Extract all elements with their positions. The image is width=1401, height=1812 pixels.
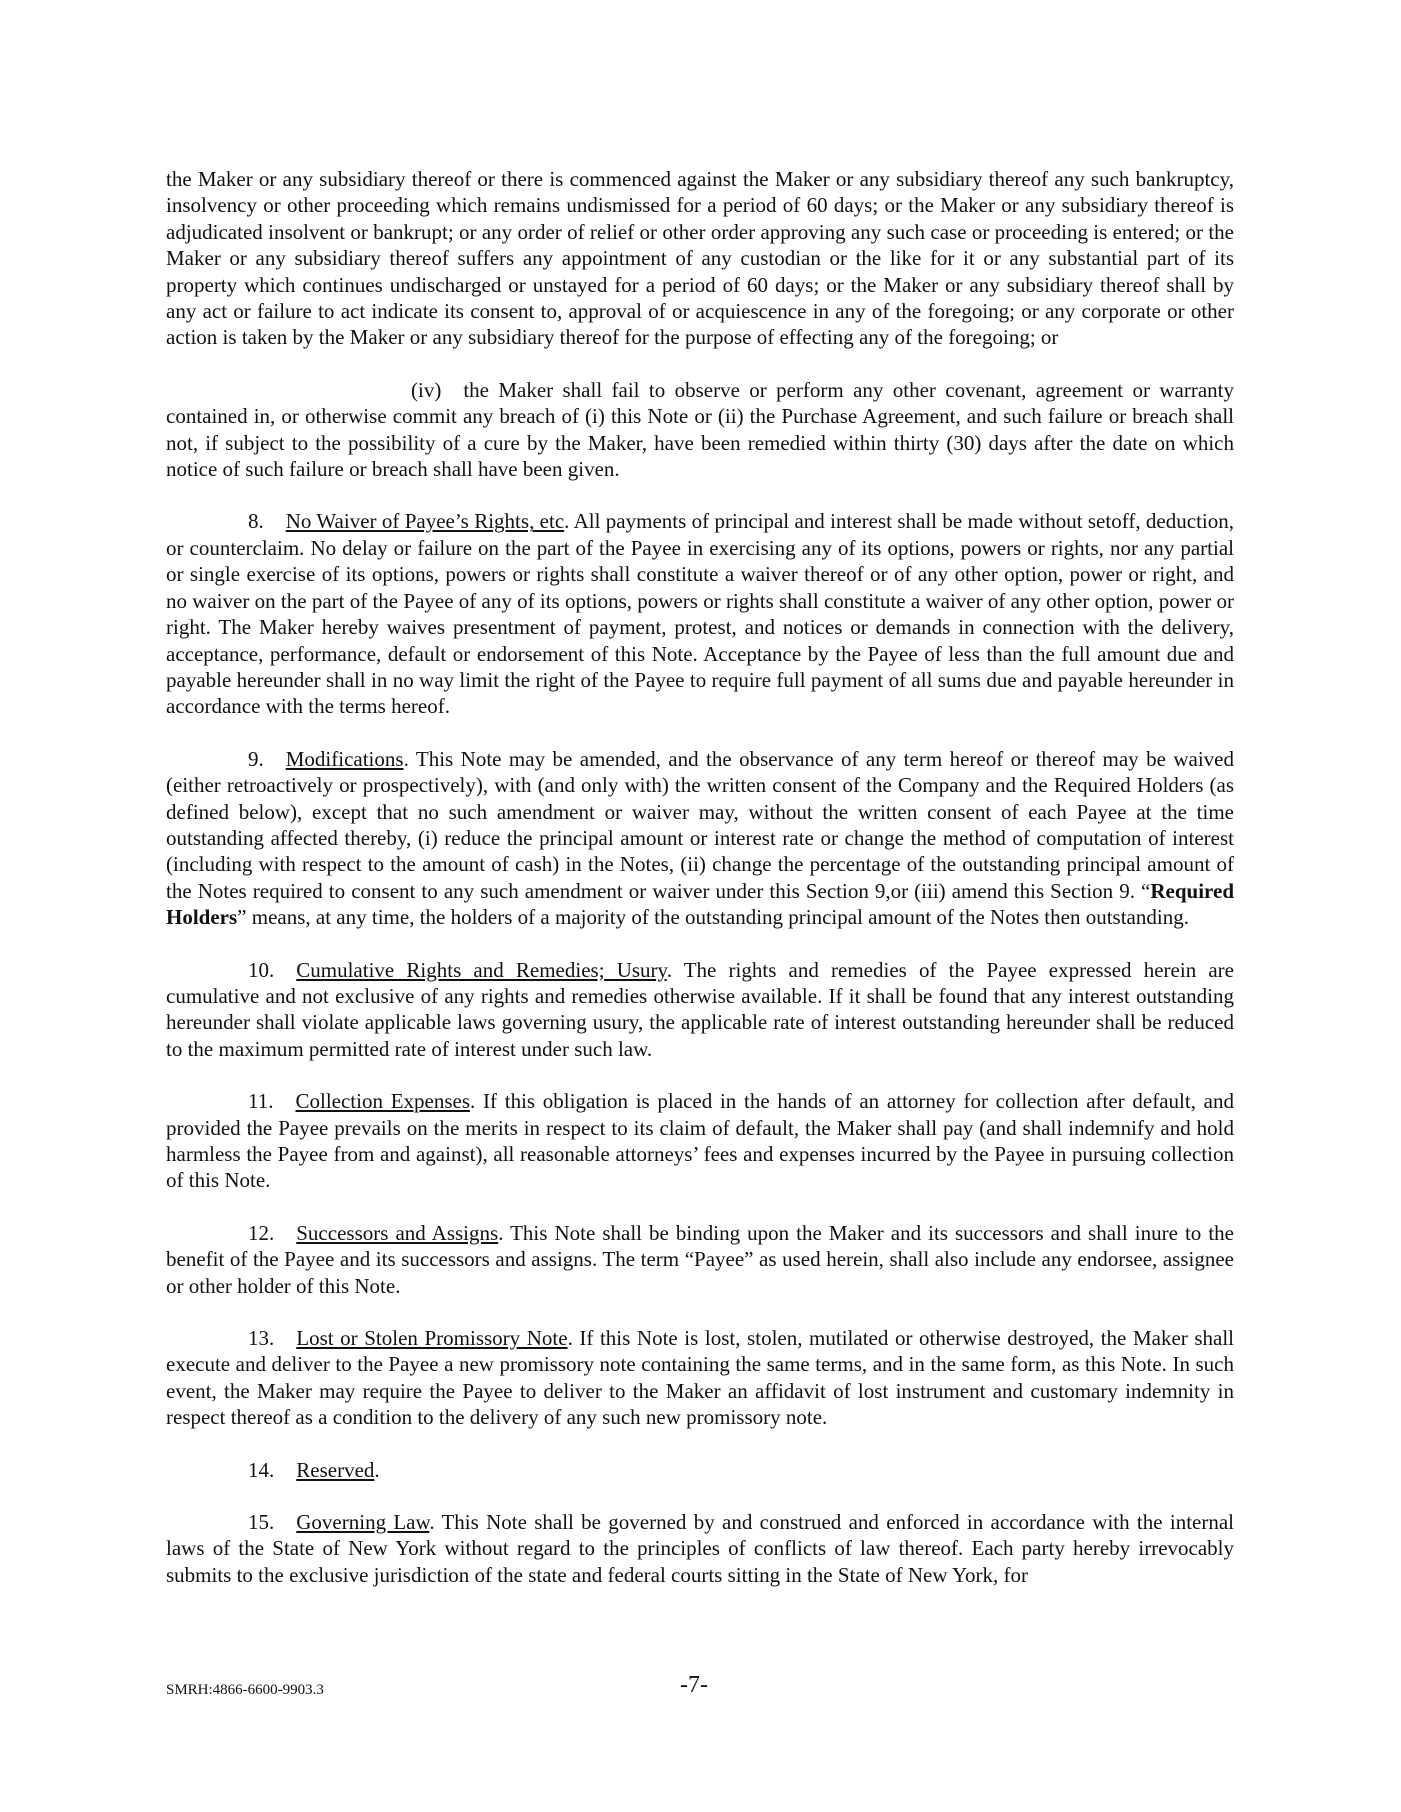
- clause-iv: [166, 377, 1234, 483]
- defined-term: Required Holders: [166, 878, 1234, 930]
- section-number: 8.: [248, 509, 264, 534]
- section-number: 9.: [248, 746, 264, 771]
- section-heading: Reserved: [296, 1457, 375, 1482]
- clause-text: the Maker shall fail to observe or perform any other covenant, agreement or warranty contained in, or otherwise commit any breach of (i) this Note or (ii) the Purchase Agreement, and such failure or breach shall not, if subject to the possibility of a cure by the Maker, have been remedied within thirty (30) days after the date on which notice of such failure or breach shall have been given.: [166, 377, 1234, 482]
- page-number: -7-: [680, 1672, 708, 1698]
- section-heading: No Waiver of Payee’s Rights, etc: [285, 509, 565, 534]
- section-text: .: [374, 1457, 380, 1482]
- section-13: [166, 1325, 1234, 1431]
- section-heading: Lost or Stolen Promissory Note: [296, 1326, 568, 1351]
- section-heading: Collection Expenses: [295, 1089, 471, 1114]
- section-12: [166, 1220, 1234, 1299]
- section-text: . If this Note is lost, stolen, mutilated or otherwise destroyed, the Maker shall execute and deliver to the Payee a new promissory note containing the same terms, and in the same form, as this Note. In such event, the Maker may require the Payee to deliver to the Maker an affidavit of lost instrument and customary indemnity in respect thereof as a condition to the delivery of any such new promissory note.: [166, 1326, 1235, 1430]
- section-text: . All payments of principal and interest shall be made without setoff, deduction, or counterclaim. No delay or failure on the part of the Payee in exercising any of its options, powers or rights, nor any partial or single exercise of its options, powers or rights shall constitute a waiver thereof or of any other option, power or right, and no waiver on the part of the Payee of any of its options, powers or rights shall constitute a waiver of any other option, power or right. The Maker hereby waives presentment of payment, protest, and notices or demands in connection with the delivery, acceptance, performance, default or endorsement of this Note. Acceptance by the Payee of less than the full amount due and payable hereunder shall in no way limit the right of the Payee to require full payment of all sums due and payable hereunder in accordance with the terms hereof.: [166, 509, 1234, 719]
- paragraph-continued-bankruptcy: [166, 166, 1234, 351]
- section-10: [166, 957, 1234, 1063]
- section-text: . This Note shall be governed by and construed and enforced in accordance with the internal laws of the State of New York without regard to the principles of conflicts of law thereof. Each party hereby irrevocably submits to the exclusive jurisdiction of the state and federal courts sitting in the State of New York, for: [166, 1510, 1234, 1587]
- clause-number: (iv): [411, 377, 442, 402]
- section-heading: Successors and Assigns: [296, 1220, 499, 1245]
- section-15: [166, 1509, 1234, 1588]
- section-text: . The rights and remedies of the Payee expressed herein are cumulative and not exclusive of any rights and remedies otherwise available. If it shall be found that any interest outstanding hereunder shall violate applicable laws governing usury, the applicable rate of interest outstanding hereunder shall be reduced to the maximum permitted rate of interest under such law.: [166, 957, 1234, 1061]
- section-8: [166, 508, 1234, 719]
- section-heading: Modifications: [285, 746, 404, 771]
- section-text: . This Note shall be binding upon the Maker and its successors and shall inure to the benefit of the Payee and its successors and assigns. The term “Payee” as used herein, shall also include any endorsee, assignee or other holder of this Note.: [166, 1220, 1234, 1298]
- paragraph-text: the Maker or any subsidiary thereof or there is commenced against the Maker or any subsidiary thereof any such bankruptcy, insolvency or other proceeding which remains undismissed for a period of 60 days; or the Maker or any subsidiary thereof is adjudicated insolvent or bankrupt; or any order of relief or other order approving any such case or proceeding is entered; or the Maker or any subsidiary thereof suffers any appointment of any custodian or the like for it or any substantial part of its property which continues undischarged or unstayed for a period of 60 days; or the Maker or any subsidiary thereof shall by any act or failure to act indicate its consent to, approval of or acquiescence in any of the foregoing; or any corporate or other action is taken by the Maker or any subsidiary thereof for the purpose of effecting any of the foregoing; or: [166, 167, 1234, 350]
- section-text: . This Note may be amended, and the observance of any term hereof or thereof may be waived (either retroactively or prospectively), with (and only with) the written consent of the Company and the Required Holders (as defined below), except that no such amendment or waiver may, without the written consent of each Payee at the time outstanding affected thereby, (i) reduce the principal amount or interest rate or change the method of computation of interest (including with respect to the amount of cash) in the Notes, (ii) change the percentage of the outstanding principal amount of the Notes required to consent to any such amendment or waiver under this Section 9,or (iii) amend this Section 9. “: [166, 746, 1234, 903]
- document-id: SMRH:4866-6600-9903.3: [166, 1682, 324, 1698]
- section-number: 15.: [248, 1510, 275, 1535]
- document-body: [166, 166, 1234, 1614]
- section-number: 11.: [248, 1089, 274, 1114]
- section-14: [166, 1457, 1234, 1483]
- section-heading: Governing Law: [296, 1510, 430, 1535]
- section-number: 12.: [248, 1220, 275, 1245]
- section-heading: Cumulative Rights and Remedies; Usury: [296, 957, 667, 982]
- section-9: [166, 746, 1234, 931]
- section-11: [166, 1088, 1234, 1194]
- section-number: 10.: [248, 957, 275, 982]
- section-number: 14.: [248, 1457, 275, 1482]
- section-text: . If this obligation is placed in the hands of an attorney for collection after default, and provided the Payee prevails on the merits in respect to its claim of default, the Maker shall pay (and shall indemnify and hold harmless the Payee from and against), all reasonable attorneys’ fees and expenses incurred by the Payee in pursuing collection of this Note.: [166, 1089, 1235, 1193]
- section-text-after: ” means, at any time, the holders of a majority of the outstanding principal amount of the Notes then outstanding.: [237, 905, 1189, 930]
- section-number: 13.: [248, 1326, 275, 1351]
